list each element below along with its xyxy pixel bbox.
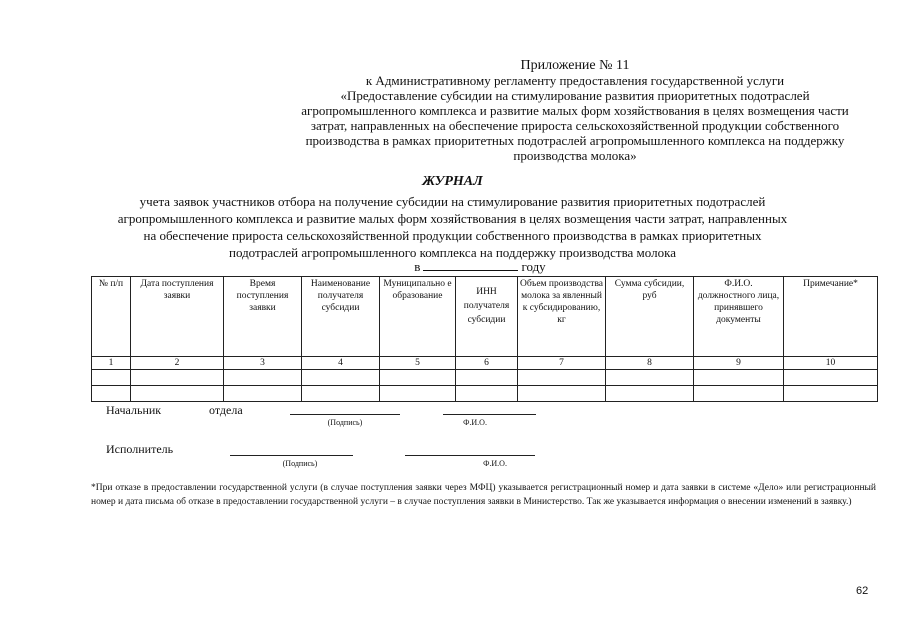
- empty-cell: [784, 370, 878, 386]
- number-cell: 3: [224, 357, 302, 370]
- appendix-line: производства молока»: [513, 148, 637, 163]
- number-cell: 9: [694, 357, 784, 370]
- empty-cell: [694, 370, 784, 386]
- appendix-line: агропромышленного комплекса и развитие малых форм хозяйствования в целях возмещения части: [301, 103, 849, 118]
- empty-cell: [131, 386, 224, 402]
- appendix-line: затрат, направленных на обеспечение прироста сельскохозяйственной продукции собственного: [310, 118, 840, 133]
- number-cell: 2: [131, 357, 224, 370]
- executor-label: Исполнитель: [106, 442, 174, 456]
- header-cell: Время поступления заявки: [224, 277, 302, 357]
- chief-signature-line: [290, 414, 400, 415]
- chief-signature-caption: (Подпись): [327, 418, 363, 427]
- empty-cell: [456, 386, 518, 402]
- header-cell: Дата поступления заявки: [131, 277, 224, 357]
- empty-cell: [456, 370, 518, 386]
- number-cell: 10: [784, 357, 878, 370]
- appendix-header: [255, 58, 895, 163]
- header-cell: Объем производства молока за явленный к субсидированию, кг: [518, 277, 606, 357]
- footnote: *При отказе в предоставлении государственной услуги (в случае поступления заявки через МФЦ) указывается регистрационный номер и дата заявки в системе «Дело» или регистрационный номер и дата письма об отказе в предоставлении государственной услуги – в случае поступления заявки в Министерство. Так же указывается информация о внесении изменений в заявку.): [91, 483, 876, 507]
- empty-cell: [302, 370, 380, 386]
- year-prefix: в: [414, 259, 421, 274]
- executor-name-line: [405, 455, 535, 456]
- table-row: [92, 386, 878, 402]
- number-cell: 8: [606, 357, 694, 370]
- department-label: отдела: [209, 403, 243, 417]
- header-cell: Муниципально е образование: [380, 277, 456, 357]
- executor-signature-line: [230, 455, 353, 456]
- appendix-line: «Предоставление субсидии на стимулирование развития приоритетных подотраслей: [340, 88, 810, 103]
- header-cell: Сумма субсидии, руб: [606, 277, 694, 357]
- number-cell: 6: [456, 357, 518, 370]
- number-cell: 4: [302, 357, 380, 370]
- chief-label: Начальник: [106, 403, 162, 417]
- journal-subtitle-line: подотраслей агропромышленного комплекса на поддержку производства молока: [228, 245, 676, 260]
- header-cell: № п/п: [92, 277, 131, 357]
- empty-cell: [224, 370, 302, 386]
- header-cell: Наименование получателя субсидии: [302, 277, 380, 357]
- journal-table: [91, 276, 878, 402]
- journal-year: [380, 259, 580, 275]
- empty-cell: [131, 370, 224, 386]
- empty-cell: [518, 386, 606, 402]
- empty-cell: [606, 370, 694, 386]
- empty-cell: [518, 370, 606, 386]
- appendix-number: Приложение № 11: [520, 58, 630, 73]
- empty-cell: [784, 386, 878, 402]
- appendix-line: производства в рамках приоритетных подотраслей агропромышленного комплекса на поддержку: [305, 133, 845, 148]
- number-cell: 5: [380, 357, 456, 370]
- chief-name-line: [443, 414, 536, 415]
- header-cell: Примечание*: [784, 277, 878, 357]
- journal-title: ЖУРНАЛ: [422, 174, 483, 189]
- year-blank: [423, 259, 518, 271]
- empty-cell: [302, 386, 380, 402]
- number-cell: 7: [518, 357, 606, 370]
- table-row: [92, 370, 878, 386]
- executor-signature-caption: (Подпись): [282, 459, 318, 468]
- empty-cell: [92, 370, 131, 386]
- table-header-row: [92, 277, 878, 357]
- journal-subtitle: [70, 193, 835, 261]
- empty-cell: [380, 370, 456, 386]
- table-number-row: [92, 357, 878, 370]
- journal-subtitle-line: агропромышленного комплекса и развитие малых форм хозяйствования в целях возмещения части затрат, направленных: [117, 211, 788, 226]
- year-suffix: году: [521, 259, 546, 274]
- empty-cell: [92, 386, 131, 402]
- empty-cell: [380, 386, 456, 402]
- journal-subtitle-line: учета заявок участников отбора на получение субсидии на стимулирование развития приоритетных подотраслей: [139, 194, 766, 209]
- appendix-line: к Административному регламенту предоставления государственной услуги: [365, 73, 785, 88]
- journal-subtitle-line: на обеспечение прироста сельскохозяйственной продукции собственного производства в рамках приоритетных: [143, 228, 762, 243]
- number-cell: 1: [92, 357, 131, 370]
- page-number: 62: [856, 585, 869, 597]
- executor-name-caption: Ф.И.О.: [483, 459, 507, 468]
- header-cell: Ф.И.О. должностного лица, принявшего документы: [694, 277, 784, 357]
- empty-cell: [224, 386, 302, 402]
- chief-name-caption: Ф.И.О.: [463, 418, 487, 427]
- empty-cell: [606, 386, 694, 402]
- header-cell: ИНН получателя субсидии: [456, 277, 518, 357]
- empty-cell: [694, 386, 784, 402]
